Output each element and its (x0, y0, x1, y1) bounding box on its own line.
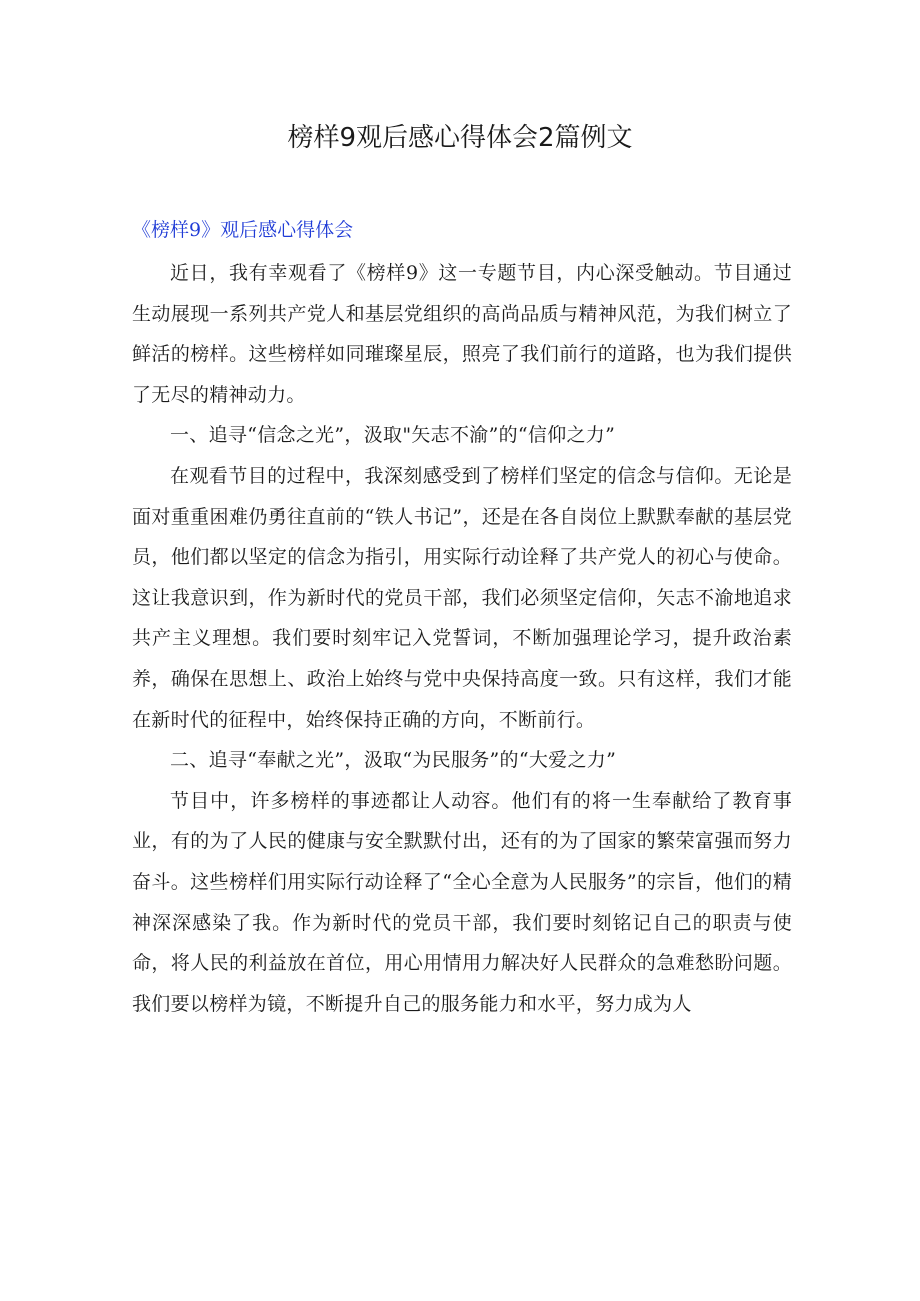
document-body (132, 253, 792, 1024)
subheading-dedication: 二、追寻“奉献之光”，汲取“为民服务”的“大爱之力” (170, 749, 617, 772)
document-title: 榜样9观后感心得体会2篇例文 (287, 123, 633, 153)
paragraph-faith: 在观看节目的过程中，我深刻感受到了榜样们坚定的信念与信仰。无论是面对重重困难仍勇往直前的“铁人书记”，还是在各自岗位上默默奉献的基层党员，他们都以坚定的信念为指引，用实际行动诠释了共产党人的初心与使命。这让我意识到，作为新时代的党员干部，我们必须坚定信仰，矢志不渝地追求共产主义理想。我们要时刻牢记入党誓词，不断加强理论学习，提升政治素养，确保在思想上、政治上始终与党中央保持高度一致。只有这样，我们才能在新时代的征程中，始终保持正确的方向，不断前行。 (132, 464, 792, 731)
paragraph-dedication: 节目中，许多榜样的事迹都让人动容。他们有的将一生奉献给了教育事业，有的为了人民的健康与安全默默付出，还有的为了国家的繁荣富强而努力奋斗。这些榜样们用实际行动诠释了“全心全意为人民服务”的宗旨，他们的精神深深感染了我。作为新时代的党员干部，我们要时刻铭记自己的职责与使命，将人民的利益放在首位，用心用情用力解决好人民群众的急难愁盼问题。我们要以榜样为镜，不断提升自己的服务能力和水平，努力成为人 (132, 789, 792, 1015)
subheading-faith: 一、追寻“信念之光”，汲取"矢志不渝”的“信仰之力” (170, 424, 616, 447)
section-heading: 《榜样9》观后感心得体会 (132, 219, 354, 241)
paragraph-intro: 近日，我有幸观看了《榜样9》这一专题节目，内心深受触动。节目通过生动展现一系列共产党人和基层党组织的高尚品质与精神风范，为我们树立了鲜活的榜样。这些榜样如同璀璨星辰，照亮了我们前行的道路，也为我们提供了无尽的精神动力。 (132, 262, 792, 406)
